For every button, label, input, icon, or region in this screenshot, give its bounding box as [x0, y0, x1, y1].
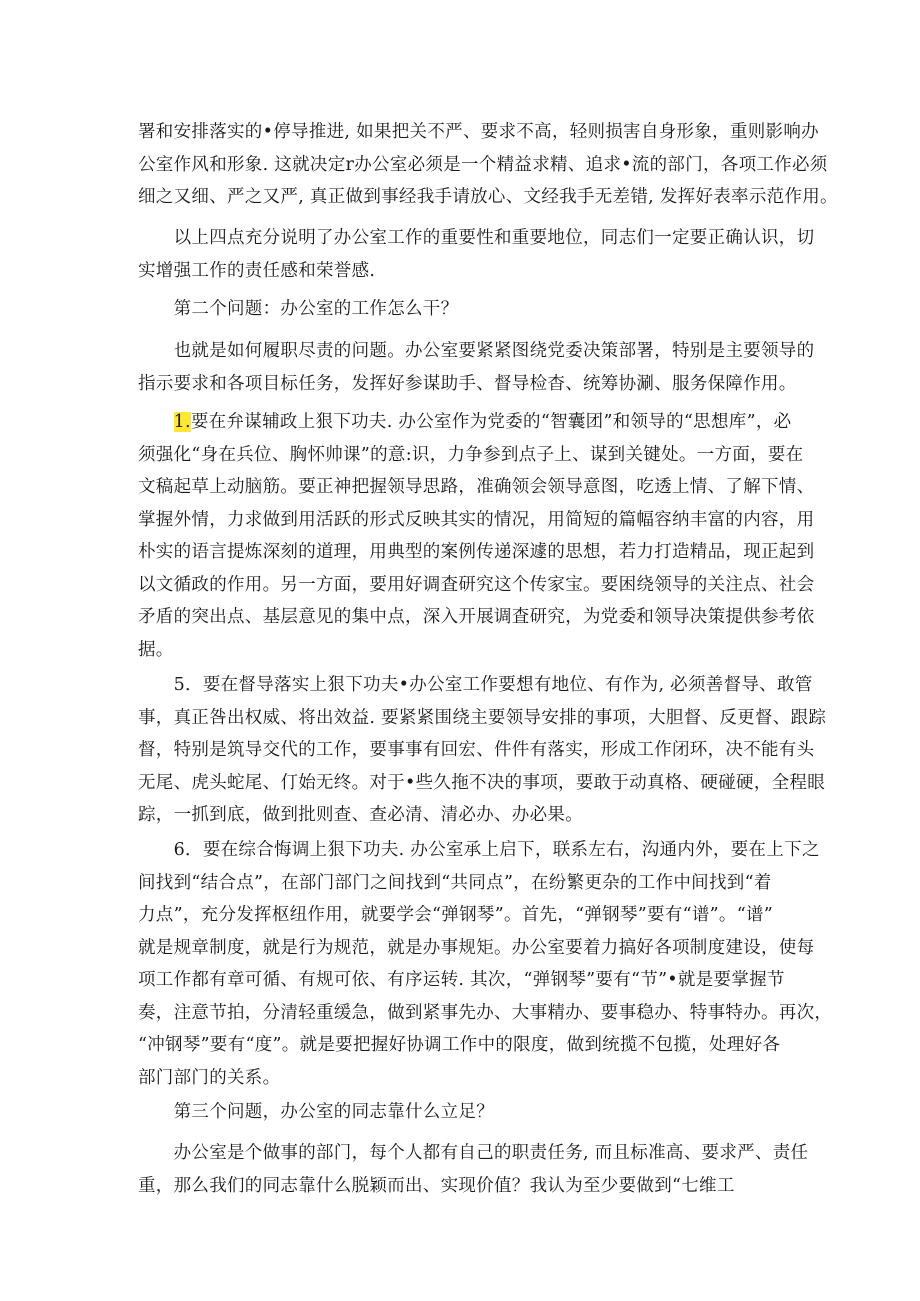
highlighted-number: 1. [173, 412, 191, 432]
paragraph-item-5 [138, 669, 827, 832]
text-line [138, 406, 792, 439]
text-line: 也就是如何履职尽责的问题。办公室要紧紧图绕党委决策部署，特别是主要领导的 [138, 341, 815, 361]
text-line: 以上四点充分说明了办公室工作的重要性和重要地位，同志们一定要正确认识，切 [138, 228, 815, 248]
text-line: 细之又细、严之又严, 真正做到事经我手请放心、文经我手无差错, 发挥好表率示范作用。 [138, 187, 838, 207]
heading-line: 第二个问题：办公室的工作怎么干？ [138, 299, 459, 319]
text-line: 事，真正咎出权威、将出效益. 要紧紧围绕主要领导安排的事项，大胆督、反更督、跟踪 [138, 707, 827, 728]
text-line: 实增强工作的责任感和荣誉感. [138, 260, 376, 281]
paragraph-last [138, 1137, 809, 1202]
text-line: 6．要在综合悔调上狠下功夫. 办公室承上启下，联系左右，沟通内外，要在上下之 [138, 840, 820, 860]
text-line: “冲钢琴”要有“度”。就是要把握好协调工作中的限度，做到统揽不包揽，处理好各 [138, 1035, 781, 1055]
text-line: 部门部门的关系。 [138, 1067, 281, 1088]
text-line: 奏，注意节拍，分清轻重缓急，做到紧事先办、大事精办、要事稳办、特事特办。再次， [138, 1002, 833, 1023]
section-heading-3 [138, 1096, 788, 1129]
text-line: 踪，一抓到底，做到批则查、查必清、清必办、办必果。 [138, 805, 583, 825]
text-line: 以文循政的作用。另一方面，要用好调査研究这个传家宝。要困绕领导的关注点、社会 [138, 574, 815, 595]
text-line-rest: 要在弁谋辅政上狠下功夫. 办公室作为党委的“智囊团”和领导的“思想库”，必 [190, 412, 792, 432]
section-heading-2 [138, 293, 788, 326]
text-line: 据。 [138, 639, 174, 660]
text-line: 公室作风和形象. 这就决定r办公室必须是一个精益求精、追求•流的部门，各项工作必须 [138, 154, 828, 175]
text-line: 间找到“结合点”，在部门部门之间找到“共同点”，在纷繁更杂的工作中间找到“着 [138, 872, 772, 893]
paragraph-2 [138, 222, 815, 287]
text-line: 无尾、虎头蛇尾、仃始无终。对于•些久拖不决的事项，要敢于动真格、硬碰硬，全程眼 [138, 772, 826, 793]
text-line: 办公室是个做事的部门，每个人都有自己的职责任务, 而且标准高、要求严、责任 [138, 1143, 809, 1163]
text-line: 文稿起草上动脑筋。要正神把握领导思路，准确领会领导意图，吃透上情、了解下情、 [138, 477, 815, 497]
text-line: 项工作都有章可循、有规可依、有序运转. 其次，“弹钢琴”要有“节”•就是要掌握节 [138, 970, 785, 990]
paragraph-item-1 [138, 406, 815, 666]
text-line: 力点”，充分发挥枢纽作用，就要学会“弹钢琴”。首先，“弹钢琴”要有“谱”。“谱” [138, 905, 774, 925]
text-line: 督，特别是筑导交代的工作，要事事有回宏、件件有落实，形成工作闭环，决不能有头 [138, 740, 815, 760]
text-line: 重，那么我们的同志靠什么脱颖而出、实现价值？我认为至少要做到“七维工 [138, 1175, 735, 1196]
heading-line: 第三个问题，办公室的同志靠什么立足？ [138, 1102, 494, 1122]
text-line: 掌握外情，力求做到用活跃的形式反映其实的情况，用简短的篇幅容纳丰富的内容，用 [138, 509, 815, 530]
text-line: 矛盾的突出点、基层意见的集中点，深入开展调査研究，为党委和领导决策提供参考依 [138, 607, 815, 627]
paragraph-3 [138, 335, 815, 400]
text-line: 须强化“身在兵位、胸怀帅课”的意:识，力争参到点子上、谋到关键处。一方面，要在 [138, 444, 804, 465]
text-line: 5．要在督导落实上狠下功夫•办公室工作要想有地位、有作为, 必须善督导、敢管 [138, 675, 813, 695]
text-line: 朴实的语言提炼深刻的道理，用典型的案例传递深遽的思想，若力打造精品，现正起到 [138, 542, 815, 562]
paragraph-1 [138, 116, 838, 214]
text-line: 署和安排落实的•停导推进, 如果把关不严、要求不高，轻则损害自身形象，重则影响办 [138, 122, 819, 142]
paragraph-item-6 [138, 834, 833, 1094]
text-line: 就是规章制度，就是行为规范，就是办事规矩。办公室要着力搞好各项制度建设，使每 [138, 937, 815, 958]
text-line: 指示要求和各项目标任务，发挥好参谋助手、督导检杳、统筹协涮、服务保障作用。 [138, 373, 797, 394]
